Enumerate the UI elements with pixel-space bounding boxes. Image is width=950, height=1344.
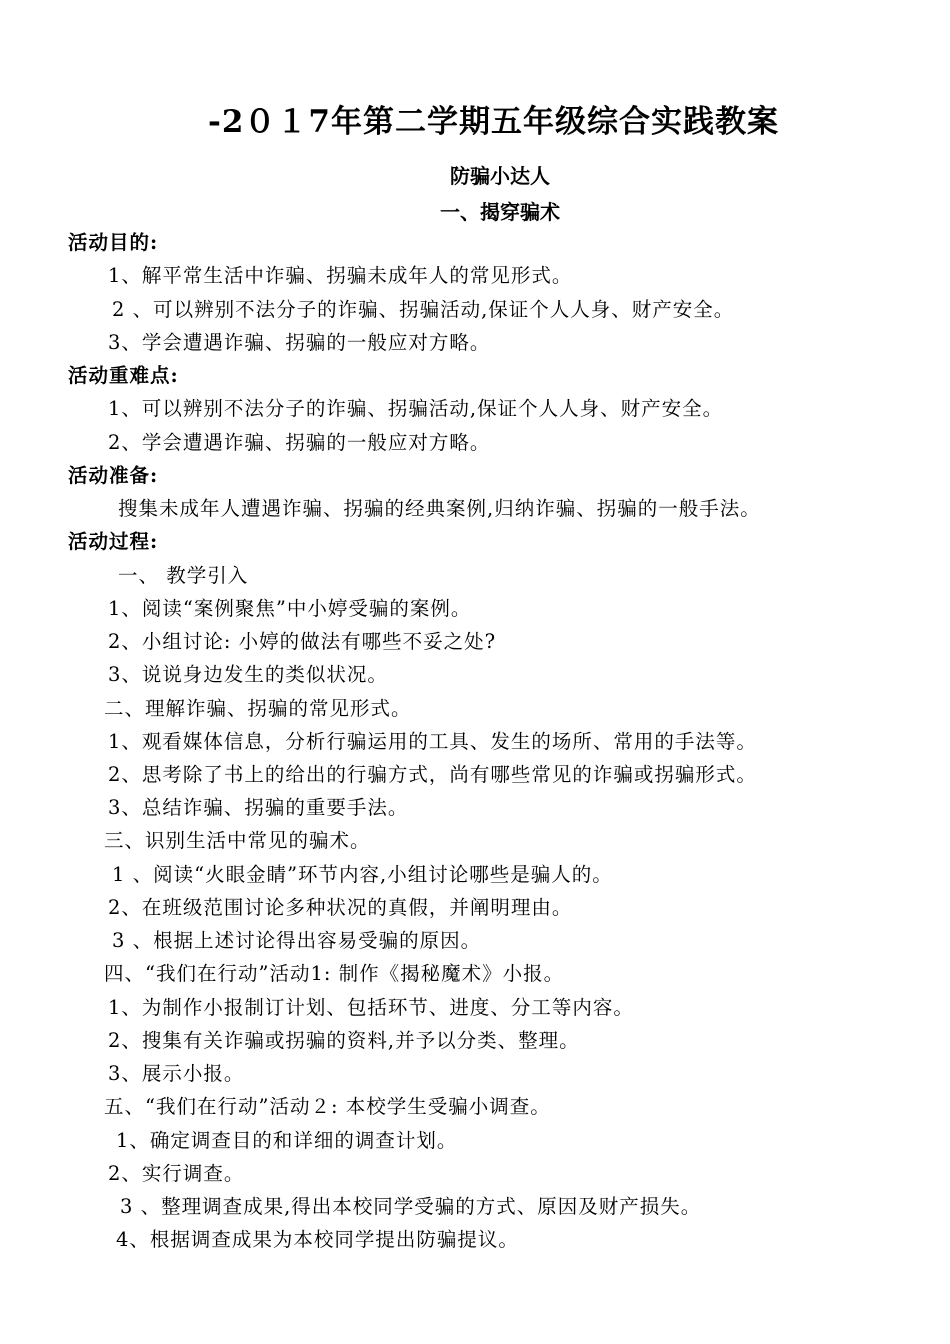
process-item: 3、展示小报。 <box>108 1062 245 1085</box>
prep-item: 搜集未成年人遭遇诈骗、拐骗的经典案例,归纳诈骗、拐骗的一般手法。 <box>118 497 761 520</box>
key-item: 1、可以辨别不法分子的诈骗、拐骗活动,保证个人人身、财产安全。 <box>108 397 724 420</box>
process-item: 2、小组讨论: 小婷的做法有哪些不妥之处? <box>108 630 497 653</box>
prep-heading: 活动准备: <box>68 464 159 487</box>
process-item: 3、总结诈骗、拐骗的重要手法。 <box>108 796 409 819</box>
process-item: 一、 教学引入 <box>118 564 249 587</box>
process-item: 2、思考除了书上的给出的行骗方式，尚有哪些常见的诈骗或拐骗形式。 <box>108 763 757 786</box>
process-item: 3 、整理调查成果,得出本校同学受骗的方式、原因及财产损失。 <box>120 1195 702 1218</box>
process-item: 3 、根据上述讨论得出容易受骗的原因。 <box>112 929 482 952</box>
goal-item: 3、学会遭遇诈骗、拐骗的一般应对方略。 <box>108 331 491 354</box>
goal-item: 1、解平常生活中诈骗、拐骗未成年人的常见形式。 <box>108 264 573 287</box>
section-title: 一、揭穿骗术 <box>440 200 560 224</box>
lesson-title: 防骗小达人 <box>450 164 550 188</box>
process-item: 五、“我们在行动”活动２: 本校学生受骗小调查。 <box>104 1095 551 1118</box>
process-item: 1、观看媒体信息，分析行骗运用的工具、发生的场所、常用的手法等。 <box>108 730 757 753</box>
process-item: 3、说说身边发生的类似状况。 <box>108 663 388 686</box>
page-title: -2０１7年第二学期五年级综合实践教案 <box>208 104 780 140</box>
process-item: 4、根据调查成果为本校同学提出防骗提议。 <box>116 1228 519 1251</box>
process-item: 1、为制作小报制订计划、包括环节、进度、分工等内容。 <box>108 996 634 1019</box>
key-heading: 活动重难点: <box>68 364 179 387</box>
process-item: 二、理解诈骗、拐骗的常见形式。 <box>104 697 412 720</box>
process-heading: 活动过程: <box>68 530 159 553</box>
key-item: 2、学会遭遇诈骗、拐骗的一般应对方略。 <box>108 431 491 454</box>
goal-item: 2 、可以辨别不法分子的诈骗、拐骗活动,保证个人人身、财产安全。 <box>112 298 735 321</box>
process-item: 2、实行调查。 <box>108 1162 245 1185</box>
process-item: 1、阅读“案例聚焦”中小婷受骗的案例。 <box>108 597 472 620</box>
process-item: 2、在班级范围讨论多种状况的真假，并阐明理由。 <box>108 896 573 919</box>
process-item: 四、“我们在行动”活动1: 制作《揭秘魔术》小报。 <box>104 962 565 985</box>
process-item: 2、搜集有关诈骗或拐骗的资料,并予以分类、整理。 <box>108 1029 580 1052</box>
process-item: 1、确定调查目的和详细的调查计划。 <box>116 1129 458 1152</box>
process-item: 1 、阅读“火眼金睛”环节内容,小组讨论哪些是骗人的。 <box>112 863 613 886</box>
process-item: 三、识别生活中常见的骗术。 <box>104 829 371 852</box>
goal-heading: 活动目的: <box>68 231 159 254</box>
